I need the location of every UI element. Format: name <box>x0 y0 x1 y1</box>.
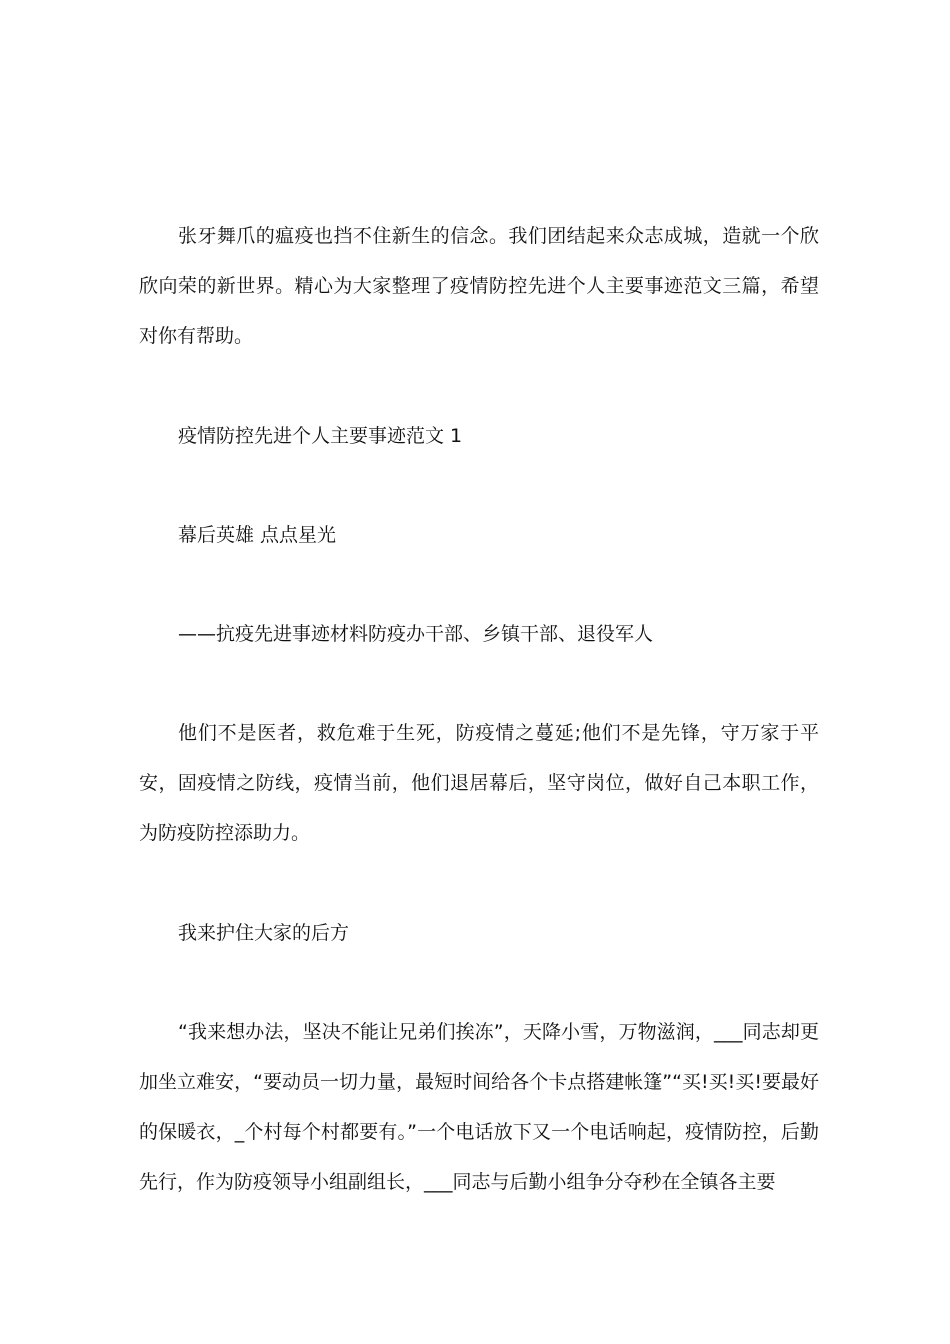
body-paragraph-1: 他们不是医者，救危难于生死，防疫情之蔓延;他们不是先锋，守万家于平安，固疫情之防线，疫情当前，他们退居幕后，坚守岗位，做好自己本职工作，为防疫防控添助力。 <box>139 722 819 844</box>
section-title: 疫情防控先进个人主要事迹范文 1 <box>178 425 463 447</box>
intro-paragraph: 张牙舞爪的瘟疫也挡不住新生的信念。我们团结起来众志成城，造就一个欣欣向荣的新世界。精心为大家整理了疫情防控先进个人主要事迹范文三篇，希望对你有帮助。 <box>139 225 819 347</box>
body-paragraph-2: “我来想办法，坚决不能让兄弟们挨冻”，天降小雪，万物滋润，___同志却更加坐立难安，“要动员一切力量，最短时间给各个卡点搭建帐篷”“买!买!买!要最好的保暖衣，_个村每个村都要有。”一个电话放下又一个电话响起，疫情防控，后勤先行，作为防疫领导小组副组长，___同志与后勤小组争分夺秒在全镇各主要 <box>139 1021 819 1193</box>
subheading-1: 我来护住大家的后方 <box>178 922 350 944</box>
headline: 幕后英雄 点点星光 <box>178 524 337 546</box>
subtitle: ——抗疫先进事迹材料防疫办干部、乡镇干部、退役军人 <box>178 623 654 645</box>
